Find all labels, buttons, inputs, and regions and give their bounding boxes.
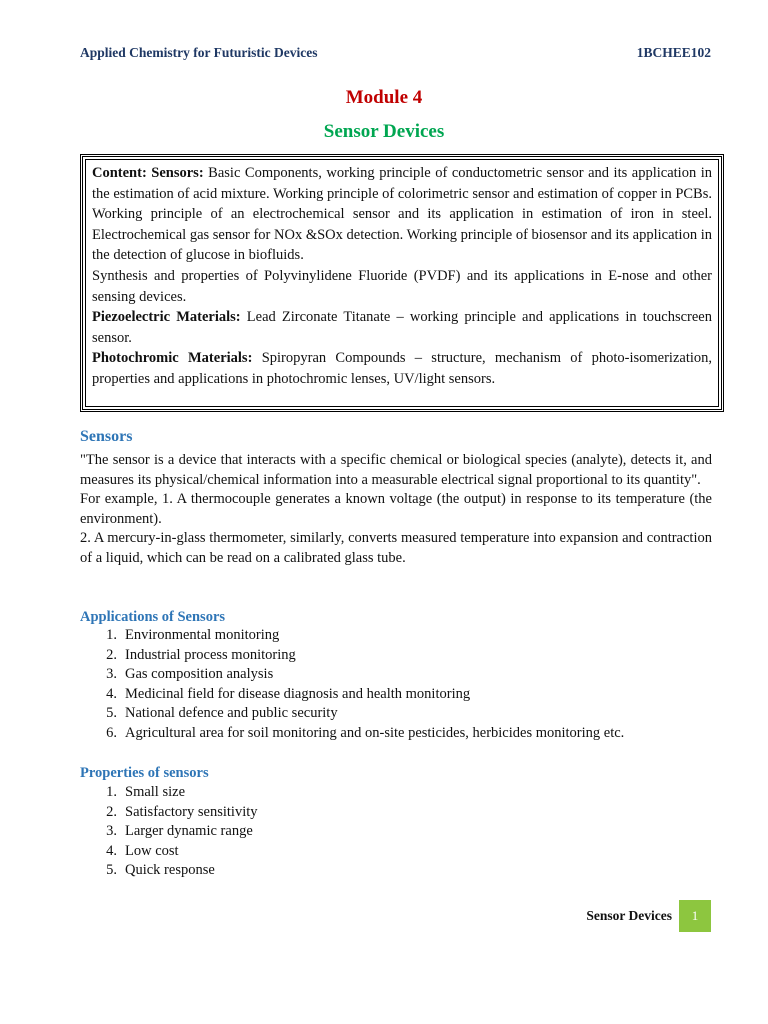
content-paragraph-pvdf: Synthesis and properties of Polyvinylidene Fluoride (PVDF) and its applications in E-nose and other sensing devices.: [92, 267, 712, 305]
content-paragraph-piezo: [92, 307, 712, 348]
course-title: Applied Chemistry for Futuristic Devices: [80, 45, 318, 60]
list-item: [80, 783, 712, 803]
list-item: [80, 685, 712, 705]
list-number: 4.: [106, 842, 117, 859]
content-paragraph-sensors: [92, 163, 712, 266]
list-text: Quick response: [125, 862, 215, 879]
list-text: Industrial process monitoring: [125, 646, 296, 663]
list-item: [80, 704, 712, 724]
piezo-label: Piezoelectric Materials:: [92, 309, 241, 326]
list-item: [80, 724, 712, 744]
applications-list: [80, 626, 712, 744]
page-footer: [586, 900, 711, 932]
content-summary-box: [80, 154, 724, 412]
list-number: 3.: [106, 823, 117, 840]
list-item: [80, 626, 712, 646]
list-number: 4.: [106, 685, 117, 702]
photochromic-text: Spiropyran Compounds – structure, mechanism of photo-isomerization, properties and applications in photochromic lenses, UV/light sensors.: [92, 350, 713, 387]
list-number: 1.: [106, 784, 117, 800]
properties-list: [80, 783, 712, 881]
sensors-body: [80, 451, 712, 569]
list-item: [80, 803, 712, 823]
page-header: [80, 45, 711, 61]
list-item: [80, 822, 712, 842]
list-number: 5.: [106, 862, 117, 879]
list-text: Agricultural area for soil monitoring and on-site pesticides, herbicides monitoring etc.: [125, 724, 625, 741]
sensors-heading: Sensors: [80, 428, 133, 445]
page-number-badge: 1: [679, 900, 711, 932]
applications-heading: Applications of Sensors: [80, 609, 226, 625]
list-number: 2.: [106, 646, 117, 663]
list-item: [80, 861, 712, 881]
list-text: Larger dynamic range: [125, 823, 253, 840]
content-text: Basic Components, working principle of conductometric sensor and its application in the estimation of acid mixture. Working principle of colorimetric sensor and estimation of copper in PCBs. Working principle of an electrochemical sensor and its application in estimation of iron in steel. Electrochemical gas sensor for NOx &SOx detection. Working principle of biosensor and its application in the detection of glucose in biofluids.: [92, 165, 712, 264]
list-text: Satisfactory sensitivity: [125, 803, 258, 820]
list-number: 6.: [106, 724, 117, 741]
list-item: [80, 646, 712, 666]
list-number: 1.: [106, 627, 117, 643]
properties-heading: Properties of sensors: [80, 765, 209, 781]
list-number: 2.: [106, 803, 117, 820]
module-title: Module 4: [345, 87, 423, 108]
list-item: [80, 842, 712, 862]
content-paragraph-photochromic: [92, 348, 712, 389]
list-text: Gas composition analysis: [125, 666, 274, 683]
piezo-text: Lead Zirconate Titanate – working principle and applications in touchscreen sensor.: [92, 309, 712, 346]
course-code: 1BCHEE102: [636, 45, 711, 60]
content-label: Content: Sensors:: [92, 165, 204, 181]
list-text: Low cost: [125, 842, 179, 859]
list-text: Small size: [125, 784, 186, 800]
footer-label: Sensor Devices: [586, 908, 672, 923]
list-number: 5.: [106, 705, 117, 722]
list-text: Environmental monitoring: [125, 627, 280, 643]
module-subtitle: Sensor Devices: [323, 121, 445, 142]
sensor-example-1: For example, 1. A thermocouple generates a known voltage (the output) in response to its temperature (the environment).: [80, 491, 712, 527]
photochromic-label: Photochromic Materials:: [92, 350, 253, 367]
list-text: National defence and public security: [125, 705, 338, 722]
sensor-definition: "The sensor is a device that interacts with a specific chemical or biological species (analyte), detects it, and measures its physical/chemical information into a measurable electrical signal proportional to its quantity".: [80, 452, 712, 488]
list-number: 3.: [106, 666, 117, 683]
list-text: Medicinal field for disease diagnosis and health monitoring: [125, 685, 471, 702]
sensor-example-2: 2. A mercury-in-glass thermometer, similarly, converts measured temperature into expansion and contraction of a liquid, which can be read on a calibrated glass tube.: [80, 530, 712, 566]
list-item: [80, 665, 712, 685]
